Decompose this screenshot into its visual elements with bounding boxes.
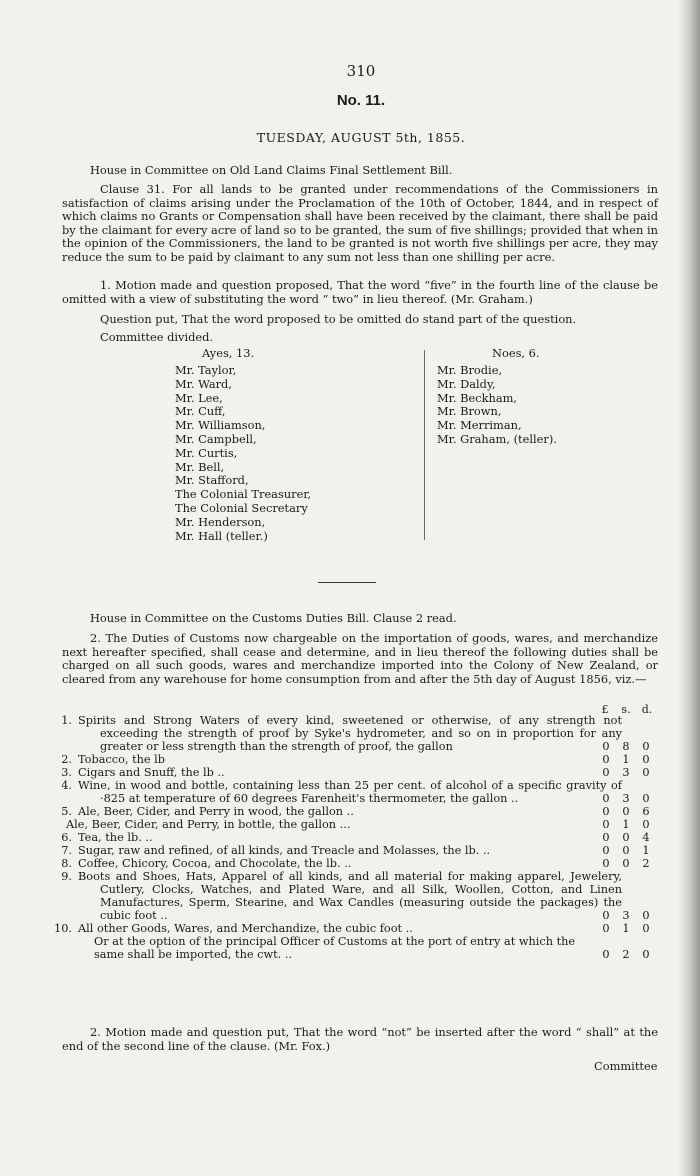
duty-description: Sugar, raw and refined, of all kinds, and Treacle and Molasses, the lb. ..	[78, 844, 491, 857]
committee-divided: Committee divided.	[100, 330, 214, 344]
duty-description: Or at the option of the principal Officer of Customs at the port of entry at which the same shall be imported, the cwt. ..	[94, 935, 576, 961]
duties-schedule	[52, 714, 656, 961]
duty-amount-shillings: 0	[622, 805, 630, 818]
catchword: Committee	[594, 1059, 658, 1073]
duty-row	[52, 714, 656, 753]
duty-amount	[598, 792, 656, 805]
duty-row	[52, 753, 656, 766]
duty-amount-pence: 2	[642, 857, 650, 870]
section1-question: Question put, That the word proposed to be omitted do stand part of the question.	[100, 312, 577, 326]
section2-clause: 2. The Duties of Customs now chargeable on the importation of goods, wares, and merchandize next hereafter specified, shall cease and determine, and in lieu thereof the following duties shall be charged on all such goods, wares and merchandize imported into the Colony of New Zealand, or cleared from any warehouse for home consumption from and after the 5th day of August 1856, viz.—	[62, 631, 658, 686]
pounds-header: £	[601, 703, 609, 716]
section2-intro: House in Committee on the Customs Duties Bill. Clause 2 read.	[90, 611, 457, 625]
aye-member: Mr. Stafford,	[175, 473, 249, 488]
duty-number: 2.	[61, 753, 72, 766]
duty-amount	[598, 753, 656, 766]
duty-amount-pounds: 0	[602, 805, 610, 818]
noe-member: Mr. Brodie,	[437, 363, 503, 377]
duty-number: 1.	[61, 714, 72, 727]
duty-amount	[598, 909, 656, 922]
duty-row	[52, 935, 656, 961]
duty-description: Coffee, Chicory, Cocoa, and Chocolate, the lb. ..	[78, 857, 352, 870]
duty-row	[52, 870, 656, 922]
duty-description: Tobacco, the lb	[78, 753, 165, 766]
notice-number: No. 11.	[336, 92, 386, 109]
duty-amount-pence: 1	[642, 844, 650, 857]
duty-row	[52, 857, 656, 870]
duty-amount-pounds: 0	[602, 831, 610, 844]
duty-amount	[598, 818, 656, 831]
duty-row	[52, 766, 656, 779]
aye-member: Mr. Lee,	[175, 390, 223, 405]
duty-description: Spirits and Strong Waters of every kind, sweetened or otherwise, of any strength not exceeding the strength of proof by Syke's hydrometer, and so on in proportion for any greater or less strength than the strength of proof, the gallon	[78, 714, 622, 753]
noes-list	[437, 364, 557, 447]
noes-heading: Noes, 6.	[492, 346, 540, 360]
duty-row	[52, 922, 656, 935]
page-edge-shadow	[678, 0, 700, 1176]
duty-amount	[598, 844, 656, 857]
duty-amount-pounds: 0	[602, 753, 610, 766]
duty-amount	[598, 948, 656, 961]
duty-description: Tea, the lb. ..	[78, 831, 153, 844]
duty-amount-shillings: 0	[622, 857, 630, 870]
aye-member: Mr. Hall (teller.)	[175, 528, 268, 543]
aye-member: Mr. Ward,	[175, 376, 232, 391]
duty-description: Ale, Beer, Cider, and Perry in wood, the gallon ..	[78, 805, 354, 818]
division-divider	[424, 350, 425, 540]
duty-amount-pence: 6	[642, 805, 650, 818]
aye-member: The Colonial Secretary	[175, 500, 308, 515]
duty-description: All other Goods, Wares, and Merchandize, the cubic foot ..	[78, 922, 413, 935]
duty-number: 5.	[61, 805, 72, 818]
duty-amount-shillings: 3	[622, 792, 630, 805]
duty-amount-pounds: 0	[602, 948, 610, 961]
duty-amount-shillings: 0	[622, 831, 630, 844]
section1-motion: 1. Motion made and question proposed, That the word “five” in the fourth line of the clause be omitted with a view of substituting the word “ two” in lieu thereof. (Mr. Graham.)	[62, 278, 658, 306]
duty-amount-pounds: 0	[602, 909, 610, 922]
duty-description: Cigars and Snuff, the lb ..	[78, 766, 225, 779]
aye-member: Mr. Curtis,	[175, 445, 238, 460]
duty-amount-shillings: 0	[622, 844, 630, 857]
aye-member: Mr. Taylor,	[175, 363, 237, 377]
noe-member: Mr. Graham, (teller).	[437, 431, 557, 446]
ayes-list	[175, 364, 311, 543]
aye-member: Mr. Henderson,	[175, 514, 266, 529]
noe-member: Mr. Beckham,	[437, 390, 518, 405]
noe-member: Mr. Daldy,	[437, 376, 496, 391]
duty-amount-shillings: 3	[622, 766, 630, 779]
section1-clause: Clause 31. For all lands to be granted under recommendations of the Commissioners in satisfaction of claims arising under the Proclamation of the 10th of October, 1844, and in respect of which claims no Grants or Compensation shall have been received by the claimant, there shall be paid by the claimant for every acre of land so to be granted, the sum of five shillings; provided that when in the opinion of the Commissioners, the land to be granted is not worth five shillings per acre, they may reduce the sum to be paid by claimant to any sum not less than one shilling per acre.	[62, 182, 658, 264]
duty-row	[52, 805, 656, 818]
duty-amount-shillings: 1	[622, 753, 630, 766]
duty-amount-pence: 0	[642, 818, 650, 831]
duty-amount-pence: 0	[642, 753, 650, 766]
duty-row	[52, 818, 656, 831]
aye-member: Mr. Bell,	[175, 459, 225, 474]
aye-member: Mr. Cuff,	[175, 404, 226, 419]
duty-row	[52, 831, 656, 844]
duty-amount-pence: 0	[642, 922, 650, 935]
pence-header: d.	[641, 703, 653, 716]
date-line: TUESDAY, AUGUST 5th, 1855.	[256, 130, 466, 145]
duty-amount-pence: 0	[642, 766, 650, 779]
duty-amount	[598, 766, 656, 779]
duty-number: 8.	[61, 857, 72, 870]
section2-motion: 2. Motion made and question put, That the word “not” be inserted after the word “ shall” at the end of the second line of the clause. (Mr. Fox.)	[62, 1025, 658, 1053]
duty-number: 7.	[61, 844, 72, 857]
duty-amount-shillings: 3	[622, 909, 630, 922]
duty-amount-shillings: 2	[622, 948, 630, 961]
duty-amount-pence: 0	[642, 792, 650, 805]
noe-member: Mr. Brown,	[437, 404, 502, 419]
aye-member: Mr. Campbell,	[175, 431, 257, 446]
duty-description: Ale, Beer, Cider, and Perry, in bottle, the gallon ...	[66, 818, 351, 831]
duty-number: 10.	[54, 922, 72, 935]
duty-amount-pence: 4	[642, 831, 650, 844]
duty-amount-pounds: 0	[602, 818, 610, 831]
duty-number: 4.	[61, 779, 72, 792]
duty-number: 6.	[61, 831, 72, 844]
aye-member: The Colonial Treasurer,	[175, 487, 312, 502]
duty-amount	[598, 831, 656, 844]
ayes-heading: Ayes, 13.	[202, 346, 255, 360]
duty-amount-pounds: 0	[602, 922, 610, 935]
duty-row	[52, 779, 656, 805]
duty-amount-pence: 0	[642, 948, 650, 961]
duty-amount-shillings: 1	[622, 922, 630, 935]
duty-amount	[598, 805, 656, 818]
duty-amount-pence: 0	[642, 740, 650, 753]
duty-amount	[598, 857, 656, 870]
duty-amount-pounds: 0	[602, 766, 610, 779]
page-number: 310	[346, 62, 376, 80]
duty-amount-pounds: 0	[602, 844, 610, 857]
duty-number: 3.	[61, 766, 72, 779]
duty-amount-shillings: 8	[622, 740, 630, 753]
duty-amount-pounds: 0	[602, 740, 610, 753]
noe-member: Mr. Merriman,	[437, 418, 522, 433]
aye-member: Mr. Williamson,	[175, 418, 266, 433]
duty-amount-pounds: 0	[602, 792, 610, 805]
section1-intro: House in Committee on Old Land Claims Final Settlement Bill.	[90, 163, 453, 177]
shillings-header: s.	[621, 703, 631, 716]
duty-amount	[598, 922, 656, 935]
duty-amount-pence: 0	[642, 909, 650, 922]
duty-row	[52, 844, 656, 857]
duty-amount-shillings: 1	[622, 818, 630, 831]
duty-description: Wine, in wood and bottle, containing less than 25 per cent. of alcohol of a specific gravity of ·825 at temperature of 60 degrees Farenheit's thermometer, the gallon ..	[78, 779, 622, 805]
duty-amount	[598, 740, 656, 753]
duty-number: 9.	[61, 870, 72, 883]
duty-description: Boots and Shoes, Hats, Apparel of all kinds, and all material for making apparel, Jewelery, Cutlery, Clocks, Watches, and Plated Ware, and all Silk, Woollen, Cotton, and Linen Manufactures, Sperm, Stearine, and Wax Candles (measuring outside the packages) the cubic foot ..	[78, 870, 622, 922]
section-divider	[318, 582, 376, 583]
duty-amount-pounds: 0	[602, 857, 610, 870]
